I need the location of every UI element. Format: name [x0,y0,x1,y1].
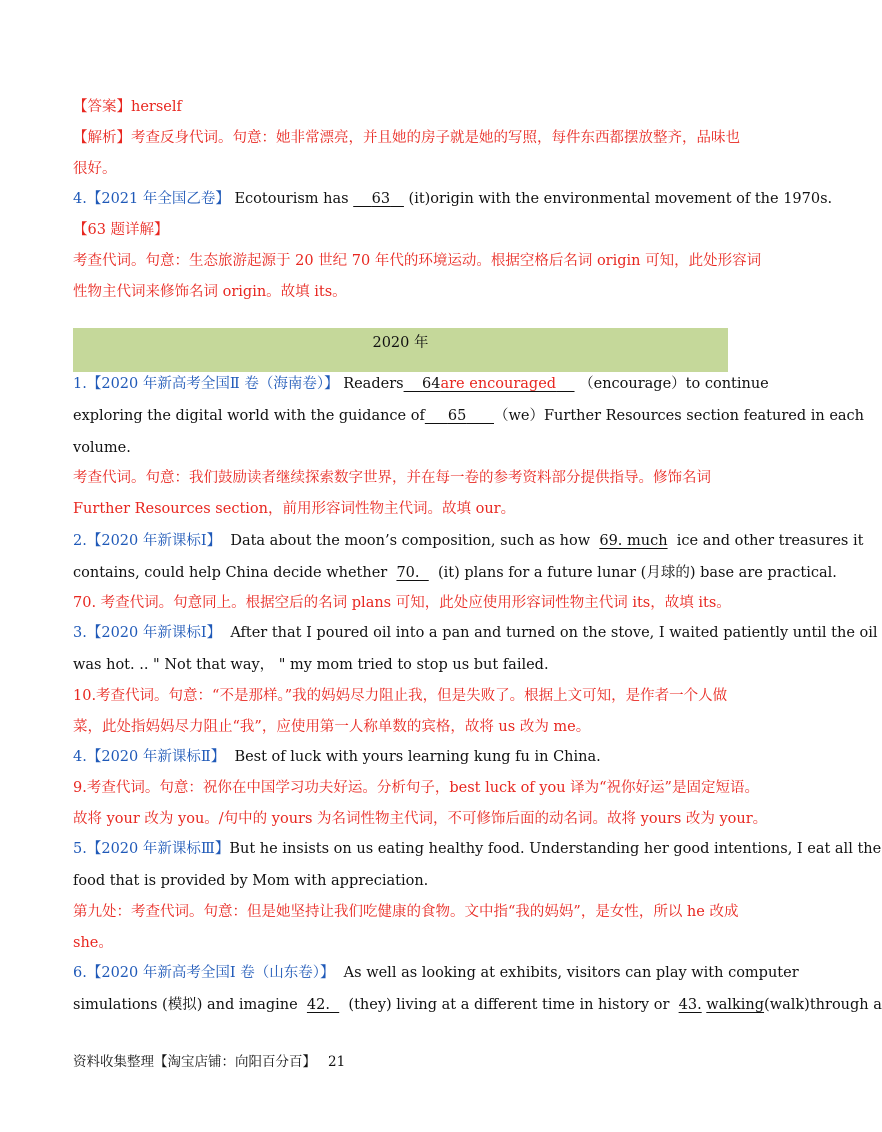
explanation-line-1: 考查代词。句意：生态旅游起源于 20 世纪 70 年代的环境运动。根据空格后名词 origin 可知，此处形容词 [73,253,762,269]
blank-65 [425,408,494,424]
question-source: 【2020 年新高考全国Ⅰ 卷（山东卷）】 [86,965,335,981]
blank-number: 65 [447,408,467,424]
answer-text: herself [131,99,182,115]
blank-number: 64 [422,376,441,392]
question-text-2: （encourage）to continue [579,376,769,392]
question-source: 【2020 年新课标Ⅱ】 [86,749,226,765]
question-text-3: contains, could help China decide whether [73,565,388,581]
blank [353,191,404,207]
question-text-2: simulations (模拟) and imagine [73,997,298,1013]
explanation-line-1: 9.考查代词。句意：祝你在中国学习功夫好运。分析句子，best luck of you 译为“祝你好运”是固定短语。 [73,780,759,796]
footer-text: 资料收集整理【淘宝店铺：向阳百分百】 [73,1054,316,1070]
explanation-line-2: 性物主代词来修饰名词 origin。故填 its。 [73,284,347,300]
question-text: Readers [343,376,404,392]
question-6 [73,963,799,983]
question-text-3: exploring the digital world with the guidance of [73,408,425,424]
question-text-2: (it)origin with the environmental movement of the 1970s. [408,191,833,207]
question-2 [73,531,864,551]
question-number: 4. [73,191,87,207]
answer-tag: 【答案】 [73,99,131,115]
question-number: 2. [73,533,87,549]
question-number: 6. [73,965,87,981]
explanation-line-2: Further Resources section，前用形容词性物主代词。故填 our。 [73,501,516,517]
question-source: 【2020 年新课标Ⅰ】 [86,533,222,549]
question-source: 【2020 年新高考全国Ⅱ 卷（海南卷）】 [86,376,339,392]
question-source: 【2020 年新课标Ⅰ】 [86,625,222,641]
question-text: After that I poured oil into a pan and turned on the stove, I waited patiently until the oil [230,625,878,641]
question-6-line-2 [73,995,882,1015]
blank-number: 42. [306,997,330,1013]
analysis-line-1 [73,128,740,148]
question-number: 4. [73,749,87,765]
question-1 [73,374,769,394]
question-text-4: (walk)through a [764,997,882,1013]
question-2-line-2 [73,563,837,583]
question-number: 5. [73,841,87,857]
explanation-line-2: 菜，此处指妈妈尽力阻止“我”，应使用第一人称单数的宾格，故将 us 改为 me。 [73,719,591,735]
blank-42 [307,997,339,1013]
blank-number: 63 [371,191,391,207]
analysis-line-2: 很好。 [73,161,117,177]
detail-tag: 【63 题详解】 [73,222,169,238]
question-5 [73,839,882,859]
question-text: Ecotourism has [234,191,349,207]
blank-number: 70. [396,565,420,581]
explanation-line-1: 第九处：考查代词。句意：但是她坚持让我们吃健康的食物。文中指“我的妈妈”，是女性，所以 he 改成 [73,904,739,920]
question-text-4: (it) plans for a future lunar (月球的) base are practical. [437,565,837,581]
blank-70 [396,565,428,581]
blank-answer: are encouraged [440,376,557,392]
page-footer [73,1050,345,1070]
question-text: As well as looking at exhibits, visitors can play with computer [343,965,799,981]
question-text: But he insists on us eating healthy food. Understanding her good intentions, I eat all the [229,841,882,857]
question-source: 【2020 年新课标Ⅲ】 [86,841,230,857]
explanation: 70. 考查代词。句意同上。根据空后的名词 plans 可知，此处应使用形容词性物主代词 its，故填 its。 [73,595,731,611]
question-text-4: （we）Further Resources section featured in each [494,408,865,424]
page-number: 21 [328,1054,346,1070]
year-banner-text: 2020 年 [372,335,429,351]
question-3-line-2: was hot. .. " Not that way， " my mom tried to stop us but failed. [73,657,549,673]
answer-line [73,97,728,117]
question-1-line-2 [73,406,865,426]
question-text: Data about the moon’s composition, such as how [230,533,591,549]
question-3 [73,623,878,643]
year-banner [73,328,728,372]
question-2021-4 [73,189,833,209]
question-text-2: ice and other treasures it [676,533,864,549]
analysis-text: 考查反身代词。句意：她非常漂亮，并且她的房子就是她的写照，每件东西都摆放整齐，品味也 [131,130,740,146]
question-text: Best of luck with yours learning kung fu in China. [234,749,601,765]
explanation-line-1: 考查代词。句意：我们鼓励读者继续探索数字世界，并在每一卷的参考资料部分提供指导。修饰名词 [73,470,711,486]
question-5-line-2: food that is provided by Mom with appreciation. [73,873,429,889]
explanation-line-2: 故将 your 改为 you。/句中的 yours 为名词性物主代词，不可修饰后面的动名词。故将 yours 改为 your。 [73,811,768,827]
question-number: 1. [73,376,87,392]
explanation-line-2: she。 [73,935,113,951]
question-4 [73,747,728,767]
question-1-line-3: volume. [73,440,131,456]
blank-43: 43. [678,997,702,1013]
question-source: 【2021 年全国乙卷】 [86,191,230,207]
blank-69: 69. much [599,533,668,549]
explanation-line-1: 10.考查代词。句意：“不是那样。”我的妈妈尽力阻止我，但是失败了。根据上文可知，是作者一个人做 [73,688,728,704]
blank-64 [404,376,575,392]
question-text-3: (they) living at a different time in history or [348,997,670,1013]
blank-43-answer: walking [706,997,765,1013]
analysis-tag: 【解析】 [73,130,131,146]
question-number: 3. [73,625,87,641]
